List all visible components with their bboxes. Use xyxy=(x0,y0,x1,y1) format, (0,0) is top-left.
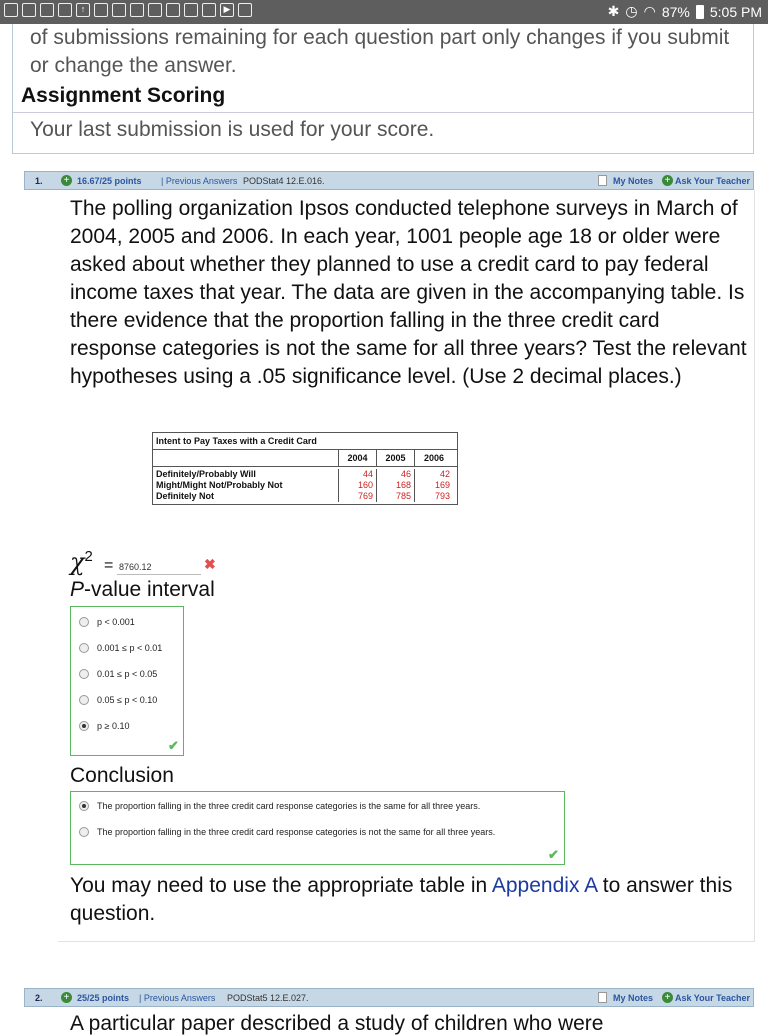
pvalue-options-box xyxy=(70,606,184,756)
pvalue-option[interactable] xyxy=(79,721,129,731)
chi-letter: χ xyxy=(70,548,85,576)
option-label: The proportion falling in the three credit card response categories is the same for all three years. xyxy=(97,801,481,811)
table-cell: 785 xyxy=(395,491,411,501)
table-cell: 46 xyxy=(400,469,411,479)
pvalue-label xyxy=(70,578,215,602)
table-cell: 160 xyxy=(357,480,373,490)
option-label: 0.05 ≤ p < 0.10 xyxy=(97,695,158,705)
question-1-body xyxy=(58,190,755,942)
radio-button-selected[interactable] xyxy=(79,801,89,811)
option-label: p ≥ 0.10 xyxy=(97,721,130,731)
row-labels xyxy=(153,469,339,502)
pvalue-label-text: -value interval xyxy=(84,578,215,601)
correct-check-icon: ✔ xyxy=(548,847,559,862)
option-label: The proportion falling in the three credit card response categories is not the same for all three years. xyxy=(97,827,496,837)
bluetooth-icon: ✱ xyxy=(607,3,620,19)
wifi-icon: ◠ xyxy=(643,3,656,19)
row-label: Definitely Not xyxy=(156,491,215,501)
app-icon xyxy=(94,3,108,17)
android-status-bar xyxy=(0,0,768,24)
upload-icon: ↑ xyxy=(76,3,90,17)
radio-button-selected[interactable] xyxy=(79,721,89,731)
previous-answers-link[interactable]: | Previous Answers xyxy=(161,176,238,186)
table-header-row xyxy=(153,450,457,467)
radio-button[interactable] xyxy=(79,695,89,705)
notification-icons xyxy=(4,3,252,17)
option-label: 0.01 ≤ p < 0.05 xyxy=(97,669,158,679)
settings-icon xyxy=(130,3,144,17)
option-label: 0.001 ≤ p < 0.01 xyxy=(97,643,163,653)
plus-icon: + xyxy=(61,992,72,1003)
question-points[interactable]: 16.67/25 points xyxy=(77,176,142,186)
notes-icon[interactable] xyxy=(598,175,607,186)
radio-button[interactable] xyxy=(79,827,89,837)
appendix-a-link[interactable]: Appendix A xyxy=(491,874,597,897)
table-cell: 769 xyxy=(357,491,373,501)
conclusion-option[interactable] xyxy=(79,801,480,811)
conclusion-label: Conclusion xyxy=(70,764,174,787)
year-column xyxy=(415,469,453,502)
image-icon xyxy=(184,3,198,17)
year-column xyxy=(377,469,415,502)
year-header: 2006 xyxy=(423,453,445,463)
row-label: Definitely/Probably Will xyxy=(156,469,256,479)
divider xyxy=(13,112,753,113)
appendix-text: to answer this question. xyxy=(70,874,733,925)
question-2-header xyxy=(24,988,754,1007)
table-cell: 168 xyxy=(395,480,411,490)
plus-icon: + xyxy=(61,175,72,186)
radio-button[interactable] xyxy=(79,617,89,627)
option-label: p < 0.001 xyxy=(97,617,135,627)
pvalue-option[interactable] xyxy=(79,617,135,627)
appendix-note xyxy=(70,872,750,928)
equals-sign: = xyxy=(104,557,114,574)
table-corner-cell xyxy=(153,450,339,466)
my-notes-link[interactable]: My Notes xyxy=(612,993,653,1003)
assignment-info-box xyxy=(12,24,754,154)
radio-button[interactable] xyxy=(79,669,89,679)
notes-icon[interactable] xyxy=(598,992,607,1003)
image-icon xyxy=(4,3,18,17)
radio-button[interactable] xyxy=(79,643,89,653)
data-table xyxy=(152,432,458,505)
question-number: 1. xyxy=(35,176,43,186)
pvalue-option[interactable] xyxy=(79,669,157,679)
battery-icon xyxy=(696,5,704,19)
image-icon xyxy=(166,3,180,17)
question-number: 2. xyxy=(35,993,43,1003)
question-code: PODStat5 12.E.027. xyxy=(227,993,309,1003)
correct-check-icon: ✔ xyxy=(168,738,179,753)
battery-percent: 87% xyxy=(661,3,690,20)
flipboard-icon xyxy=(58,3,72,17)
flipboard-icon xyxy=(40,3,54,17)
clock-icon xyxy=(202,3,216,17)
pvalue-option[interactable] xyxy=(79,695,157,705)
row-label: Might/Might Not/Probably Not xyxy=(156,480,283,490)
play-icon: ▶ xyxy=(220,3,234,17)
ask-teacher-link[interactable]: Ask Your Teacher xyxy=(674,993,750,1003)
pvalue-option[interactable] xyxy=(79,643,162,653)
alarm-icon: ◷ xyxy=(625,3,638,19)
question-2-prompt: A particular paper described a study of children who were xyxy=(70,1012,604,1035)
plus-icon[interactable]: + xyxy=(662,992,673,1003)
conclusion-option[interactable] xyxy=(79,827,495,837)
assignment-scoring-title: Assignment Scoring xyxy=(21,84,226,107)
chi-exponent: 2 xyxy=(84,548,93,565)
table-body xyxy=(153,467,457,504)
question-prompt: The polling organization Ipsos conducted telephone surveys in March of 2004, 2005 and 2006. In each year, 1001 people age 18 or older were asked about whether they planned to use a credit card to pay federal income taxes that year. The data are given in the accompanying table. Is there evidence that the proportion falling in the three credit card response categories is not the same for all three years? Test the relevant hypotheses using a .05 significance level. (Use 2 decimal places.) xyxy=(70,197,747,388)
chi-square-symbol xyxy=(70,548,93,576)
mail-icon xyxy=(238,3,252,17)
table-cell: 793 xyxy=(434,491,450,501)
question-points[interactable]: 25/25 points xyxy=(77,993,130,1003)
previous-answers-link[interactable]: | Previous Answers xyxy=(139,993,216,1003)
system-tray xyxy=(608,3,762,20)
scoring-text: Your last submission is used for your score. xyxy=(30,118,435,141)
table-caption: Intent to Pay Taxes with a Credit Card xyxy=(153,433,457,450)
image-icon xyxy=(22,3,36,17)
year-header: 2005 xyxy=(377,450,415,466)
question-1-header xyxy=(24,171,754,190)
submissions-note: of submissions remaining for each question part only changes if you submit or change the answer. xyxy=(30,26,730,77)
ask-teacher-link[interactable]: Ask Your Teacher xyxy=(674,176,750,186)
incorrect-x-icon: ✖ xyxy=(204,556,216,572)
pvalue-italic: P xyxy=(70,578,85,601)
lock-icon xyxy=(112,3,126,17)
image-icon xyxy=(148,3,162,17)
plus-icon[interactable]: + xyxy=(662,175,673,186)
appendix-text: You may need to use the appropriate table in xyxy=(70,874,492,897)
year-column xyxy=(339,469,377,502)
table-cell: 44 xyxy=(362,469,373,479)
table-cell: 169 xyxy=(434,480,450,490)
table-cell: 42 xyxy=(439,469,450,479)
chi-square-input[interactable] xyxy=(117,560,201,575)
year-header: 2004 xyxy=(339,450,377,466)
question-code: PODStat4 12.E.016. xyxy=(243,176,325,186)
conclusion-options-box xyxy=(70,791,565,865)
my-notes-link[interactable]: My Notes xyxy=(612,176,653,186)
clock-time: 5:05 PM xyxy=(709,3,762,20)
